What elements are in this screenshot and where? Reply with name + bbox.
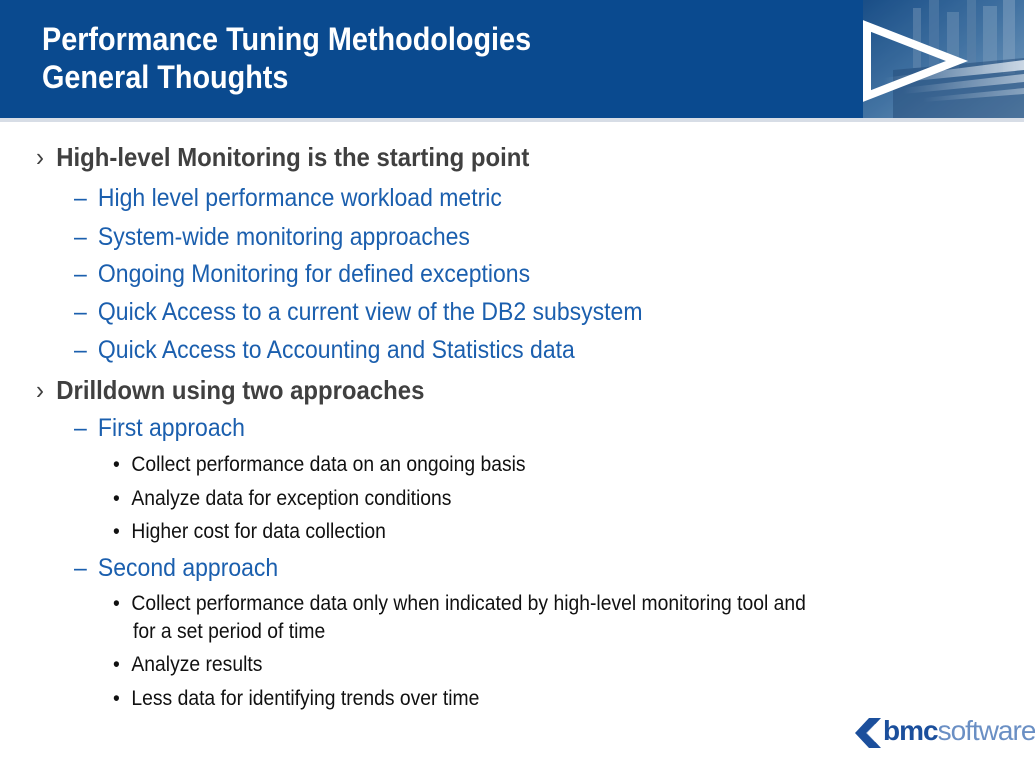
logo-wordmark <box>883 714 1035 748</box>
list-item <box>113 487 451 511</box>
list-item-text: Analyze results <box>131 653 263 676</box>
sub-bullet <box>74 298 642 327</box>
list-item-continuation <box>133 620 325 644</box>
logo-software: software <box>937 715 1035 746</box>
list-item-text: Analyze data for exception conditions <box>131 487 452 510</box>
dash-marker: – <box>74 184 87 212</box>
sub-bullet-text: Quick Access to a current view of the DB2 subsystem <box>97 298 643 326</box>
sub-bullet <box>74 223 470 252</box>
dash-marker: – <box>74 336 87 364</box>
dash-marker: – <box>74 298 87 326</box>
sub-bullet <box>74 184 502 213</box>
sub-bullet-text: High level performance workload metric <box>97 184 502 212</box>
list-item <box>113 653 262 677</box>
chevron-bullet-icon: › <box>36 375 44 405</box>
list-item <box>113 687 479 711</box>
dot-marker: • <box>113 687 120 710</box>
title-line-1: Performance Tuning Methodologies <box>42 21 532 57</box>
sub-bullet-second-approach <box>74 554 278 583</box>
dot-marker: • <box>113 487 120 510</box>
logo-bmc: bmc <box>883 715 938 746</box>
list-item-text: Collect performance data on an ongoing basis <box>131 453 526 476</box>
bullet-high-level-monitoring <box>36 142 529 173</box>
dot-marker: • <box>113 592 120 615</box>
chevron-bullet-icon: › <box>36 142 44 172</box>
list-item-text: for a set period of time <box>133 620 326 643</box>
sub-bullet-text: First approach <box>97 414 245 442</box>
sub-bullet-text: Second approach <box>97 554 279 582</box>
list-item-text: Collect performance data only when indicated by high-level monitoring tool and <box>131 592 806 615</box>
sub-bullet-text: Ongoing Monitoring for defined exceptions <box>97 260 531 288</box>
dash-marker: – <box>74 414 87 442</box>
sub-bullet <box>74 260 530 289</box>
list-item <box>113 592 806 616</box>
dash-marker: – <box>74 554 87 582</box>
dash-marker: – <box>74 260 87 288</box>
list-item-text: Less data for identifying trends over time <box>131 687 480 710</box>
sub-bullet-first-approach <box>74 414 245 443</box>
list-item-text: Higher cost for data collection <box>131 520 386 543</box>
bullet-text: Drilldown using two approaches <box>56 375 425 405</box>
sub-bullet-text: Quick Access to Accounting and Statistics data <box>97 336 575 364</box>
bmc-chevron-icon <box>855 718 881 748</box>
list-item <box>113 453 526 477</box>
sub-bullet-text: System-wide monitoring approaches <box>97 223 470 251</box>
list-item <box>113 520 386 544</box>
dot-marker: • <box>113 520 120 543</box>
sub-bullet <box>74 336 575 365</box>
bullet-text: High-level Monitoring is the starting point <box>56 142 530 172</box>
dash-marker: – <box>74 223 87 251</box>
bullet-drilldown <box>36 375 424 406</box>
dot-marker: • <box>113 653 120 676</box>
dot-marker: • <box>113 453 120 476</box>
title-line-2: General Thoughts <box>42 59 289 95</box>
